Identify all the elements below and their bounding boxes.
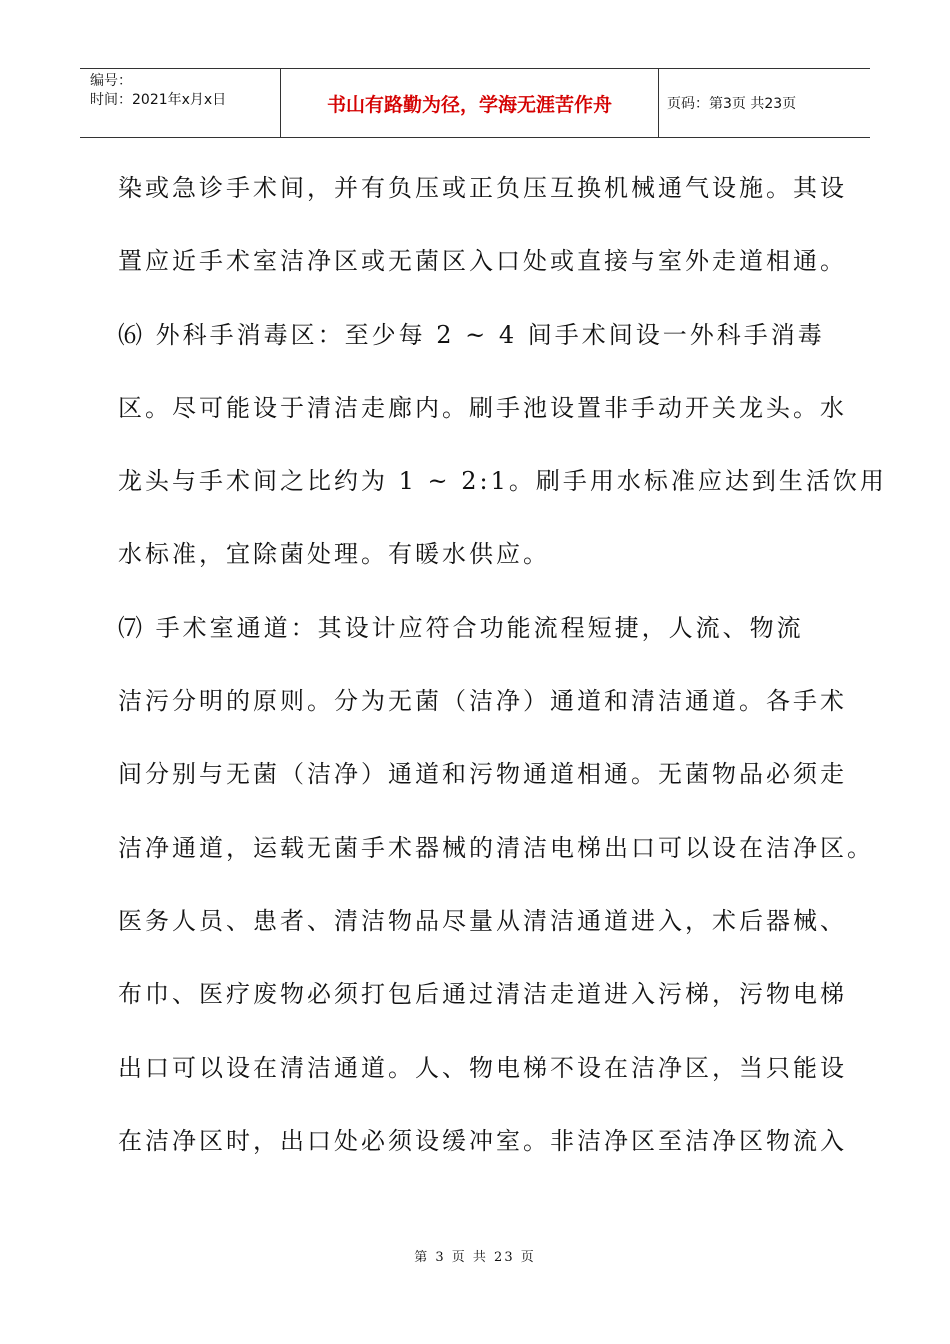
header-motto: 书山有路勤为径，学海无涯苦作舟	[281, 69, 659, 137]
text-line: 置应近手术室洁净区或无菌区入口处或直接与室外走道相通。	[118, 247, 847, 276]
document-header	[80, 68, 870, 138]
text-line: 洁污分明的原则。分为无菌（洁净）通道和清洁通道。各手术	[118, 687, 847, 716]
number-label: 编号：	[90, 73, 132, 89]
text-line: 染或急诊手术间，并有负压或正负压互换机械通气设施。其设	[118, 174, 847, 202]
body-text	[118, 152, 887, 1178]
text-line: 龙头与手术间之比约为 1 ~ 2:1。刷手用水标准应达到生活饮用	[118, 467, 887, 496]
text-line: 洁净通道，运载无菌手术器械的清洁电梯出口可以设在洁净区。	[118, 833, 874, 862]
text-line: 区。尽可能设于清洁走廊内。刷手池设置非手动开关龙头。水	[118, 393, 847, 422]
header-meta	[80, 69, 281, 137]
text-line: 间分别与无菌（洁净）通道和污物通道相通。无菌物品必须走	[118, 760, 847, 789]
header-page-label: 页码：第3页 共23页	[667, 96, 797, 112]
text-line: 水标准，宜除菌处理。有暖水供应。	[118, 540, 550, 569]
time-label: 时间：2021年x月x日	[90, 92, 227, 108]
text-line: ⑺ 手术室通道：其设计应符合功能流程短捷，人流、物流	[118, 613, 804, 642]
text-line: 医务人员、患者、清洁物品尽量从清洁通道进入，术后器械、	[118, 906, 847, 935]
text-line: 在洁净区时，出口处必须设缓冲室。非洁净区至洁净区物流入	[118, 1126, 847, 1155]
text-line: ⑹ 外科手消毒区：至少每 2 ~ 4 间手术间设一外科手消毒	[118, 320, 825, 349]
text-line: 出口可以设在清洁通道。人、物电梯不设在洁净区，当只能设	[118, 1053, 847, 1082]
text-line: 布巾、医疗废物必须打包后通过清洁走道进入污梯，污物电梯	[118, 980, 847, 1009]
page-footer: 第 3 页 共 23 页	[414, 1250, 536, 1265]
